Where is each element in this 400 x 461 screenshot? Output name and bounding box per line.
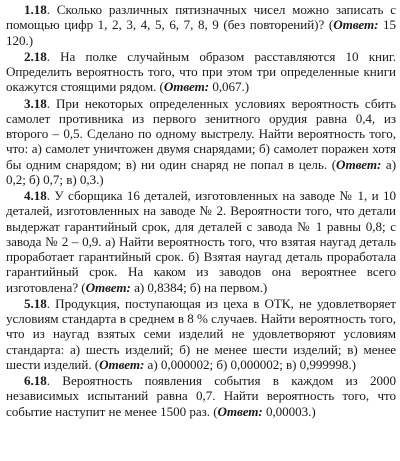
problem-text: Сколько различных пятизначных чисел можно записать с помощью цифр 1, 2, 3, 4, 5, 6, 7, 8, 9 (без повторений)? ( <box>6 2 396 33</box>
answer-value: 0,067.) <box>209 79 250 95</box>
answer-value: а) 0,000002; б) 0,000002; в) 0,999998.) <box>144 356 356 372</box>
problem-number: 2.18 <box>24 48 47 64</box>
problem-1-18: 1.18. Сколько различных пятизначных чисел можно записать с помощью цифр 1, 2, 3, 4, 5, 6, 7, 8, 9 (без повторений)? (Ответ: 15 120.) <box>6 2 397 48</box>
answer-label: Ответ: <box>99 356 145 372</box>
problem-3-18: 3.18. При некоторых определенных условиях вероятность сбить самолет противника из первого зенитного орудия равна 0,4, из второго – 0,5. Сделано по одному выстрелу. Найти вероятность того, что: а) самолет уничтожен двумя снарядами; б) самолет поражен хотя бы одним снарядом; в) ни один снаряд не попал в цель. (Ответ: а) 0,2; б) 0,7; в) 0,3.) <box>6 95 397 187</box>
problem-number: 4.18 <box>24 188 47 203</box>
problem-text: Продукция, поступающая из цеха в ОТК, не удовлетворяет условиям стандарта в среднем в 8 % случаев. Найти вероятность того, что из наугад взятых семи изделий не удовлетворяют условиям стандарта: а) шесть изделий; б) не менее шести изделий; в) менее шести изделий. ( <box>6 295 396 372</box>
problem-text: При некоторых определенных условиях вероятность сбить самолет противника из первого зенитного орудия равна 0,4, из второго – 0,5. Сделано по одному выстрелу. Найти вероятность того, что: а) самолет уничтожен двумя снарядами; б) самолет поражен хотя бы одним снарядом; в) ни один снаряд не попал в цель. ( <box>6 95 396 172</box>
answer-label: Ответ: <box>85 279 131 295</box>
problem-5-18: 5.18. Продукция, поступающая из цеха в ОТК, не удовлетворяет условиям стандарта в среднем в 8 % случаев. Найти вероятность того, что из наугад взятых семи изделий не удовлетворяют условиям стандарта: а) шесть изделий; б) не менее шести изделий; в) менее шести изделий. (Ответ: а) 0,000002; б) 0,000002; в) 0,999998.) <box>6 295 396 372</box>
problem-text: У сборщика 16 деталей, изготовленных на заводе № 1, и 10 деталей, изготовленных на заводе № 2. Вероятности того, что детали выдержат гарантийный срок, для деталей с завода № 1 равны 0,8; с завода № 2 – 0,9. а) Найти вероятность того, что взятая наугад деталь проработает гарантийный срок. б) Взятая наугад деталь проработала гарантийный срок. На каком из заводов она вероятнее всего изготовлена? ( <box>6 188 396 295</box>
answer-label: Ответ: <box>333 17 379 33</box>
problem-number: 3.18 <box>24 95 47 111</box>
problem-number: 6.18 <box>24 373 47 388</box>
answer-value: 0,00003.) <box>262 403 316 419</box>
problem-number: 5.18 <box>24 295 47 311</box>
problem-text: Вероятность появления события в каждом из 2000 независимых испытаний равна 0,7. Найти вероятность того, что событие наступит не менее 1500 раз. ( <box>6 373 396 419</box>
answer-value: 15 120.) <box>6 17 397 48</box>
problem-6-18: 6.18. Вероятность появления события в каждом из 2000 независимых испытаний равна 0,7. Найти вероятность того, что событие наступит не менее 1500 раз. (Ответ: 0,00003.) <box>6 373 396 419</box>
problem-number: 1.18 <box>24 2 47 17</box>
answer-value: а) 0,8384; б) на первом.) <box>130 279 268 295</box>
problem-text: На полке случайным образом расставляются 10 книг. Определить вероятность того, что при этом три определенные книги окажутся стоящими рядом. ( <box>6 48 396 95</box>
answer-label: Ответ: <box>336 156 382 172</box>
problem-4-18: 4.18. У сборщика 16 деталей, изготовленных на заводе № 1, и 10 деталей, изготовленных на заводе № 2. Вероятности того, что детали выдержат гарантийный срок, для деталей с завода № 1 равны 0,8; с завода № 2 – 0,9. а) Найти вероятность того, что взятая наугад деталь проработает гарантийный срок. б) Взятая наугад деталь проработала гарантийный срок. На каком из заводов она вероятнее всего изготовлена? (Ответ: а) 0,8384; б) на первом.) <box>6 188 396 295</box>
answer-label: Ответ: <box>163 79 210 95</box>
problem-2-18: 2.18. На полке случайным образом расставляются 10 книг. Определить вероятность того, что при этом три определенные книги окажутся стоящими рядом. (Ответ: 0,067.) <box>6 48 396 95</box>
answer-label: Ответ: <box>217 403 263 419</box>
answer-value: а) 0,2; б) 0,7; в) 0,3.) <box>6 156 397 187</box>
